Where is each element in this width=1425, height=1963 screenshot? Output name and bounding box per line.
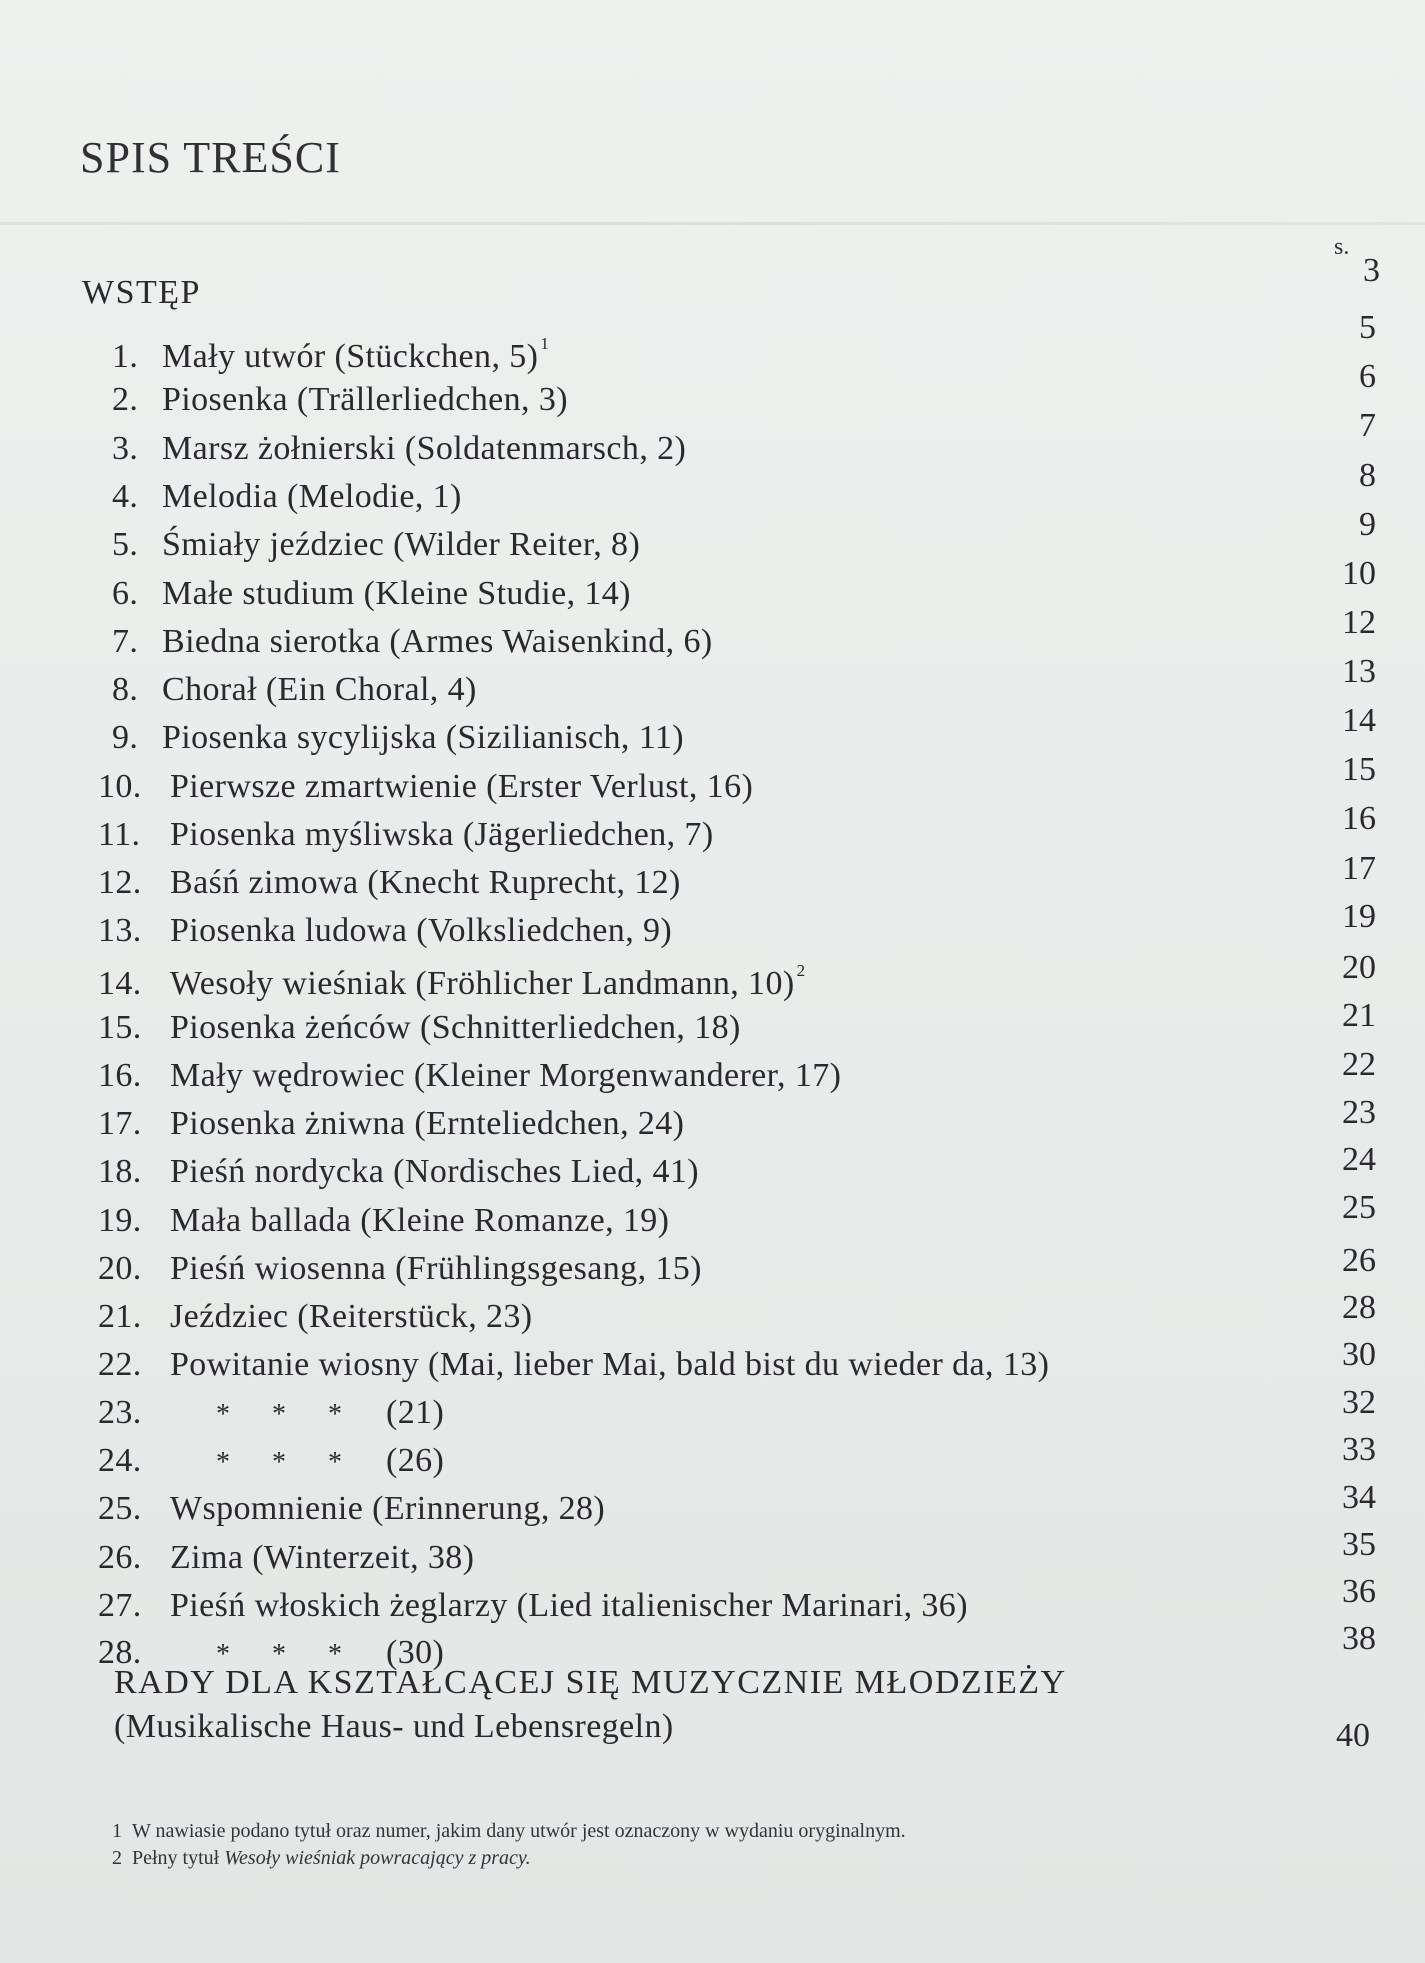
toc-entry-page: 34: [1342, 1479, 1376, 1516]
toc-entry-page: 25: [1342, 1189, 1376, 1226]
toc-entry-title: Biedna sierotka (Armes Waisenkind, 6): [162, 623, 713, 660]
toc-entry-number: 4.: [112, 478, 139, 515]
toc-entry-page: 13: [1342, 653, 1376, 690]
asterisk: *: [328, 1447, 342, 1478]
page-column-label: s.: [1334, 234, 1350, 260]
toc-entry-page: 23: [1342, 1094, 1376, 1131]
toc-entry-title: Zima (Winterzeit, 38): [170, 1539, 475, 1576]
toc-entry-title: (26): [386, 1442, 445, 1479]
toc-entry-page: 19: [1342, 898, 1376, 935]
toc-entry-page: 20: [1342, 949, 1376, 986]
intro-heading: WSTĘP: [82, 274, 201, 311]
toc-entry: [98, 1155, 699, 1189]
page-fold-line: [0, 222, 1425, 225]
asterisk: *: [328, 1639, 342, 1670]
toc-entry-title: Chorał (Ein Choral, 4): [162, 671, 477, 708]
toc-entry: [112, 383, 568, 417]
toc-entry-number: 16.: [98, 1057, 142, 1094]
toc-entry-page: 14: [1342, 702, 1376, 739]
toc-entry-title: Pierwsze zmartwienie (Erster Verlust, 16): [170, 768, 754, 805]
toc-entry-number: 28.: [98, 1634, 142, 1671]
appendix-subtitle: (Musikalische Haus- und Lebensregeln): [114, 1708, 674, 1745]
toc-entry-page: 6: [1359, 358, 1376, 395]
footnote-italic-text: Wesoły wieśniak powracający z pracy.: [224, 1847, 531, 1869]
toc-entry-number: 8.: [112, 671, 139, 708]
toc-entry-number: 21.: [98, 1298, 142, 1335]
toc-entry: [112, 335, 549, 374]
toc-entry: [112, 673, 477, 707]
asterisk: *: [272, 1399, 286, 1430]
toc-entry-number: 27.: [98, 1587, 142, 1624]
toc-entry-title: Piosenka ludowa (Volksliedchen, 9): [170, 912, 673, 949]
toc-entry-title: Śmiały jeździec (Wilder Reiter, 8): [162, 526, 641, 563]
toc-entry-title: Wspomnienie (Erinnerung, 28): [170, 1490, 606, 1527]
footnote-mark: 2: [112, 1847, 122, 1869]
toc-entry-number: 24.: [98, 1442, 142, 1479]
toc-entry-page: 32: [1342, 1384, 1376, 1421]
footnote-text: W nawiasie podano tytuł oraz numer, jakim dany utwór jest oznaczony w wydaniu oryginalnym.: [132, 1820, 906, 1842]
toc-entry-number: 22.: [98, 1346, 142, 1383]
toc-entry-title: (30): [386, 1634, 445, 1671]
toc-entry-title: Pieśń wiosenna (Frühlingsgesang, 15): [170, 1250, 702, 1287]
toc-entry-number: 23.: [98, 1394, 142, 1431]
toc-entry-number: 18.: [98, 1153, 142, 1190]
toc-entry: [98, 1011, 741, 1045]
page-title: SPIS TREŚCI: [80, 133, 341, 182]
footnote-reference: 2: [796, 961, 806, 980]
footnote-1: [112, 1818, 906, 1845]
toc-entry-number: 7.: [112, 623, 139, 660]
toc-entry-title: Wesoły wieśniak (Fröhlicher Landmann, 10): [170, 965, 795, 1002]
toc-entry-number: 6.: [112, 575, 139, 612]
asterisk: *: [216, 1447, 230, 1478]
toc-entry: [98, 1444, 444, 1478]
toc-entry-title: Piosenka sycylijska (Sizilianisch, 11): [162, 719, 684, 756]
toc-entry-page: 15: [1342, 751, 1376, 788]
toc-entry-title: Powitanie wiosny (Mai, lieber Mai, bald bist du wieder da, 13): [170, 1346, 1050, 1383]
asterisk: *: [216, 1639, 230, 1670]
toc-entry-page: 22: [1342, 1046, 1376, 1083]
toc-entry: [98, 962, 805, 1001]
toc-entry: [98, 1300, 533, 1334]
toc-entry-page: 16: [1342, 800, 1376, 837]
asterisk: *: [272, 1447, 286, 1478]
toc-entry-page: 17: [1342, 850, 1376, 887]
toc-entry: [112, 577, 631, 611]
toc-entry-title: Marsz żołnierski (Soldatenmarsch, 2): [162, 430, 687, 467]
appendix-title: RADY DLA KSZTAŁCĄCEJ SIĘ MUZYCZNIE MŁODZIEŻY: [114, 1664, 1067, 1701]
toc-entry: [98, 1492, 605, 1526]
footnotes: [112, 1818, 906, 1872]
asterisk: *: [272, 1639, 286, 1670]
footnote-text: Pełny tytuł: [132, 1847, 225, 1869]
toc-entry-number: 25.: [98, 1490, 142, 1527]
toc-entry: [112, 721, 684, 755]
toc-entry-page: 24: [1342, 1141, 1376, 1178]
toc-entry-title: Piosenka (Trällerliedchen, 3): [162, 381, 568, 418]
toc-entry-number: 17.: [98, 1105, 142, 1142]
toc-entry: [112, 625, 713, 659]
toc-entry: [98, 818, 714, 852]
toc-entry-page: 12: [1342, 604, 1376, 641]
toc-entry-number: 2.: [112, 381, 139, 418]
toc-entry-title: (21): [386, 1394, 445, 1431]
toc-entry-title: Mała ballada (Kleine Romanze, 19): [170, 1202, 670, 1239]
toc-entry-page: 5: [1359, 309, 1376, 346]
toc-entry-number: 19.: [98, 1202, 142, 1239]
toc-entry-page: 35: [1342, 1526, 1376, 1563]
toc-entry: [112, 480, 462, 514]
toc-entry: [98, 1541, 474, 1575]
toc-entry: [98, 1204, 669, 1238]
intro-page: 3: [1363, 252, 1380, 289]
toc-entry-number: 26.: [98, 1539, 142, 1576]
toc-entry-page: 38: [1342, 1620, 1376, 1657]
footnote-2: [112, 1845, 906, 1872]
toc-entry-page: 33: [1342, 1431, 1376, 1468]
toc-entry-title: Małe studium (Kleine Studie, 14): [162, 575, 631, 612]
appendix-page: 40: [1336, 1717, 1370, 1754]
toc-entry-number: 14.: [98, 965, 142, 1002]
toc-entry-page: 30: [1342, 1336, 1376, 1373]
toc-entry-page: 36: [1342, 1573, 1376, 1610]
toc-entry-number: 3.: [112, 430, 139, 467]
toc-entry: [112, 432, 686, 466]
toc-entry-page: 10: [1342, 555, 1376, 592]
toc-entry-page: 26: [1342, 1242, 1376, 1279]
footnote-reference: 1: [540, 334, 550, 353]
toc-entry: [98, 770, 753, 804]
toc-entry-title: Pieśń nordycka (Nordisches Lied, 41): [170, 1153, 699, 1190]
toc-entry-title: Piosenka żniwna (Ernteliedchen, 24): [170, 1105, 685, 1142]
toc-entry-number: 10.: [98, 768, 142, 805]
toc-entry-number: 1.: [112, 338, 139, 375]
toc-entry-title: Baśń zimowa (Knecht Ruprecht, 12): [170, 864, 681, 901]
asterisk: *: [216, 1399, 230, 1430]
toc-entry-title: Jeździec (Reiterstück, 23): [170, 1298, 533, 1335]
toc-entry-number: 5.: [112, 526, 139, 563]
toc-entry: [98, 914, 672, 948]
toc-entry: [98, 1252, 702, 1286]
toc-entry-page: 21: [1342, 997, 1376, 1034]
toc-entry-number: 15.: [98, 1009, 142, 1046]
toc-entry-title: Mały utwór (Stückchen, 5): [162, 338, 539, 375]
toc-entry: [112, 528, 640, 562]
toc-entry-page: 9: [1359, 506, 1376, 543]
toc-entry: [98, 866, 681, 900]
toc-entry-title: Piosenka żeńców (Schnitterliedchen, 18): [170, 1009, 741, 1046]
asterisk: *: [328, 1399, 342, 1430]
toc-entry-number: 20.: [98, 1250, 142, 1287]
toc-entry-title: Pieśń włoskich żeglarzy (Lied italienischer Marinari, 36): [170, 1587, 968, 1624]
toc-entry-number: 12.: [98, 864, 142, 901]
toc-entry: [98, 1107, 684, 1141]
untitled-asterisks: [216, 1449, 386, 1477]
toc-entry: [98, 1396, 444, 1430]
toc-entry-page: 28: [1342, 1289, 1376, 1326]
toc-entry-number: 13.: [98, 912, 142, 949]
toc-entry-title: Melodia (Melodie, 1): [162, 478, 462, 515]
toc-entry-title: Mały wędrowiec (Kleiner Morgenwanderer, 17): [170, 1057, 842, 1094]
toc-entry-page: 8: [1359, 457, 1376, 494]
toc-entry-number: 11.: [98, 816, 141, 853]
footnote-mark: 1: [112, 1820, 122, 1842]
toc-entry-number: 9.: [112, 719, 139, 756]
toc-entry-page: 7: [1359, 407, 1376, 444]
untitled-asterisks: [216, 1401, 386, 1429]
toc-entry-title: Piosenka myśliwska (Jägerliedchen, 7): [170, 816, 714, 853]
toc-entry: [98, 1589, 968, 1623]
toc-entry: [98, 1059, 841, 1093]
toc-entry: [98, 1348, 1049, 1382]
